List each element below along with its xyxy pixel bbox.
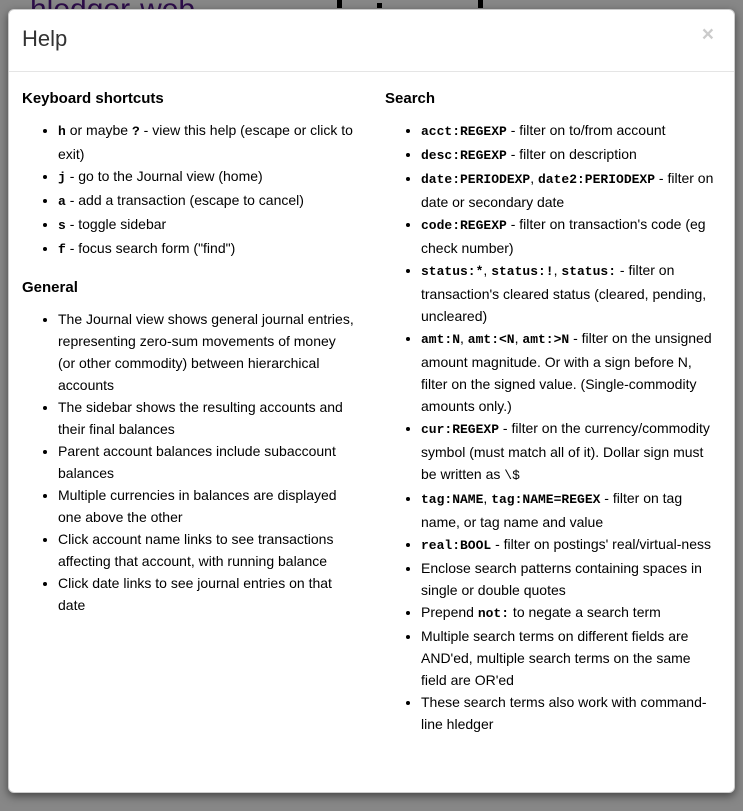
help-item bbox=[58, 189, 356, 213]
help-item bbox=[421, 557, 714, 601]
help-item bbox=[421, 417, 714, 487]
text-segment: or maybe bbox=[65, 122, 132, 138]
modal-title: Help bbox=[22, 26, 68, 51]
text-segment: - view this help (escape or click to exit) bbox=[58, 122, 353, 162]
modal-header bbox=[9, 10, 734, 72]
inline-code: amt:>N bbox=[522, 332, 570, 347]
inline-code: j bbox=[58, 170, 66, 185]
text-segment: Parent account balances include subaccount balances bbox=[58, 443, 336, 481]
inline-code: acct:REGEXP bbox=[421, 124, 507, 139]
inline-code: tag:NAME bbox=[421, 492, 484, 507]
help-item bbox=[421, 213, 714, 259]
inline-code: desc:REGEXP bbox=[421, 148, 507, 163]
text-segment: - toggle sidebar bbox=[65, 216, 167, 232]
help-column-right bbox=[385, 90, 714, 749]
help-list bbox=[385, 119, 714, 735]
text-segment: - filter on to/from account bbox=[506, 122, 666, 138]
modal-body bbox=[9, 72, 734, 769]
inline-code: ? bbox=[131, 124, 140, 139]
help-item bbox=[58, 440, 356, 484]
help-column-left bbox=[22, 90, 356, 749]
text-segment: Click date links to see journal entries on that date bbox=[58, 575, 332, 613]
text-segment: - add a transaction (escape to cancel) bbox=[65, 192, 304, 208]
help-item bbox=[58, 396, 356, 440]
inline-code: date2:PERIODEXP bbox=[538, 172, 656, 187]
text-segment: - filter on tag name, or tag name and value bbox=[421, 490, 683, 530]
text-segment: Prepend bbox=[421, 604, 478, 620]
help-modal bbox=[8, 9, 735, 793]
text-segment: - filter on the currency/commodity symbol (must match all of it). Dollar sign must be written as bbox=[421, 420, 710, 482]
section-heading: Search bbox=[385, 90, 436, 107]
text-segment: , bbox=[553, 262, 562, 278]
help-item bbox=[421, 601, 714, 625]
text-segment: - filter on date or secondary date bbox=[421, 170, 714, 210]
inline-code: date:PERIODEXP bbox=[421, 172, 531, 187]
inline-code: status: bbox=[561, 264, 617, 279]
help-list bbox=[22, 308, 356, 616]
text-segment: Enclose search patterns containing spaces in single or double quotes bbox=[421, 560, 702, 598]
inline-code: code:REGEXP bbox=[421, 218, 507, 233]
help-item bbox=[421, 259, 714, 327]
text-segment: - go to the Journal view (home) bbox=[65, 168, 263, 184]
inline-code: not: bbox=[477, 606, 510, 621]
section-heading: General bbox=[22, 279, 78, 296]
text-segment: The Journal view shows general journal entries, representing zero-sum movements of money (or other commodity) between hierarchical accounts bbox=[58, 311, 354, 393]
help-item bbox=[421, 487, 714, 533]
inline-code: f bbox=[58, 242, 66, 257]
help-item bbox=[421, 327, 714, 417]
section-heading: Keyboard shortcuts bbox=[22, 90, 164, 107]
text-segment: - filter on description bbox=[506, 146, 637, 162]
help-item bbox=[421, 691, 714, 735]
text-segment: - filter on the unsigned amount magnitude. Or with a sign before N, filter on the signed value. (Single-commodity amounts only.) bbox=[421, 330, 712, 414]
text-segment: - focus search form ("find") bbox=[65, 240, 236, 256]
text-segment: Multiple currencies in balances are displayed one above the other bbox=[58, 487, 337, 525]
text-segment: - filter on transaction's code (eg check number) bbox=[421, 216, 706, 256]
inline-code: a bbox=[58, 194, 66, 209]
help-item bbox=[421, 119, 714, 143]
help-list bbox=[22, 119, 356, 261]
help-item bbox=[421, 533, 714, 557]
text-segment: , bbox=[483, 490, 492, 506]
text-segment: These search terms also work with command-line hledger bbox=[421, 694, 707, 732]
help-item bbox=[58, 165, 356, 189]
inline-code: s bbox=[58, 218, 66, 233]
help-item bbox=[58, 308, 356, 396]
text-segment: - filter on postings' real/virtual-ness bbox=[491, 536, 711, 552]
text-segment: , bbox=[483, 262, 492, 278]
inline-code: tag:NAME=REGEX bbox=[491, 492, 601, 507]
text-segment: , bbox=[460, 330, 468, 346]
help-item bbox=[58, 213, 356, 237]
text-segment: Multiple search terms on different fields are AND'ed, multiple search terms on the same field are OR'ed bbox=[421, 628, 691, 688]
inline-code: status:* bbox=[421, 264, 484, 279]
help-item bbox=[58, 572, 356, 616]
text-segment: , bbox=[530, 170, 538, 186]
text-segment: The sidebar shows the resulting accounts and their final balances bbox=[58, 399, 343, 437]
text-segment: - filter on transaction's cleared status (cleared, pending, uncleared) bbox=[421, 262, 707, 324]
inline-code: amt:<N bbox=[467, 332, 515, 347]
inline-code: h bbox=[58, 124, 66, 139]
inline-code: \$ bbox=[504, 468, 520, 483]
help-item bbox=[421, 625, 714, 691]
help-item bbox=[421, 167, 714, 213]
help-item bbox=[421, 143, 714, 167]
close-icon[interactable]: × bbox=[701, 23, 714, 46]
text-segment: Click account name links to see transactions affecting that account, with running balance bbox=[58, 531, 334, 569]
inline-code: amt:N bbox=[421, 332, 461, 347]
inline-code: cur:REGEXP bbox=[421, 422, 500, 437]
text-segment: , bbox=[514, 330, 523, 346]
help-item bbox=[58, 528, 356, 572]
help-item bbox=[58, 484, 356, 528]
text-segment: to negate a search term bbox=[509, 604, 661, 620]
help-item bbox=[58, 237, 356, 261]
inline-code: status:! bbox=[491, 264, 554, 279]
inline-code: real:BOOL bbox=[421, 538, 492, 553]
help-item bbox=[58, 119, 356, 165]
